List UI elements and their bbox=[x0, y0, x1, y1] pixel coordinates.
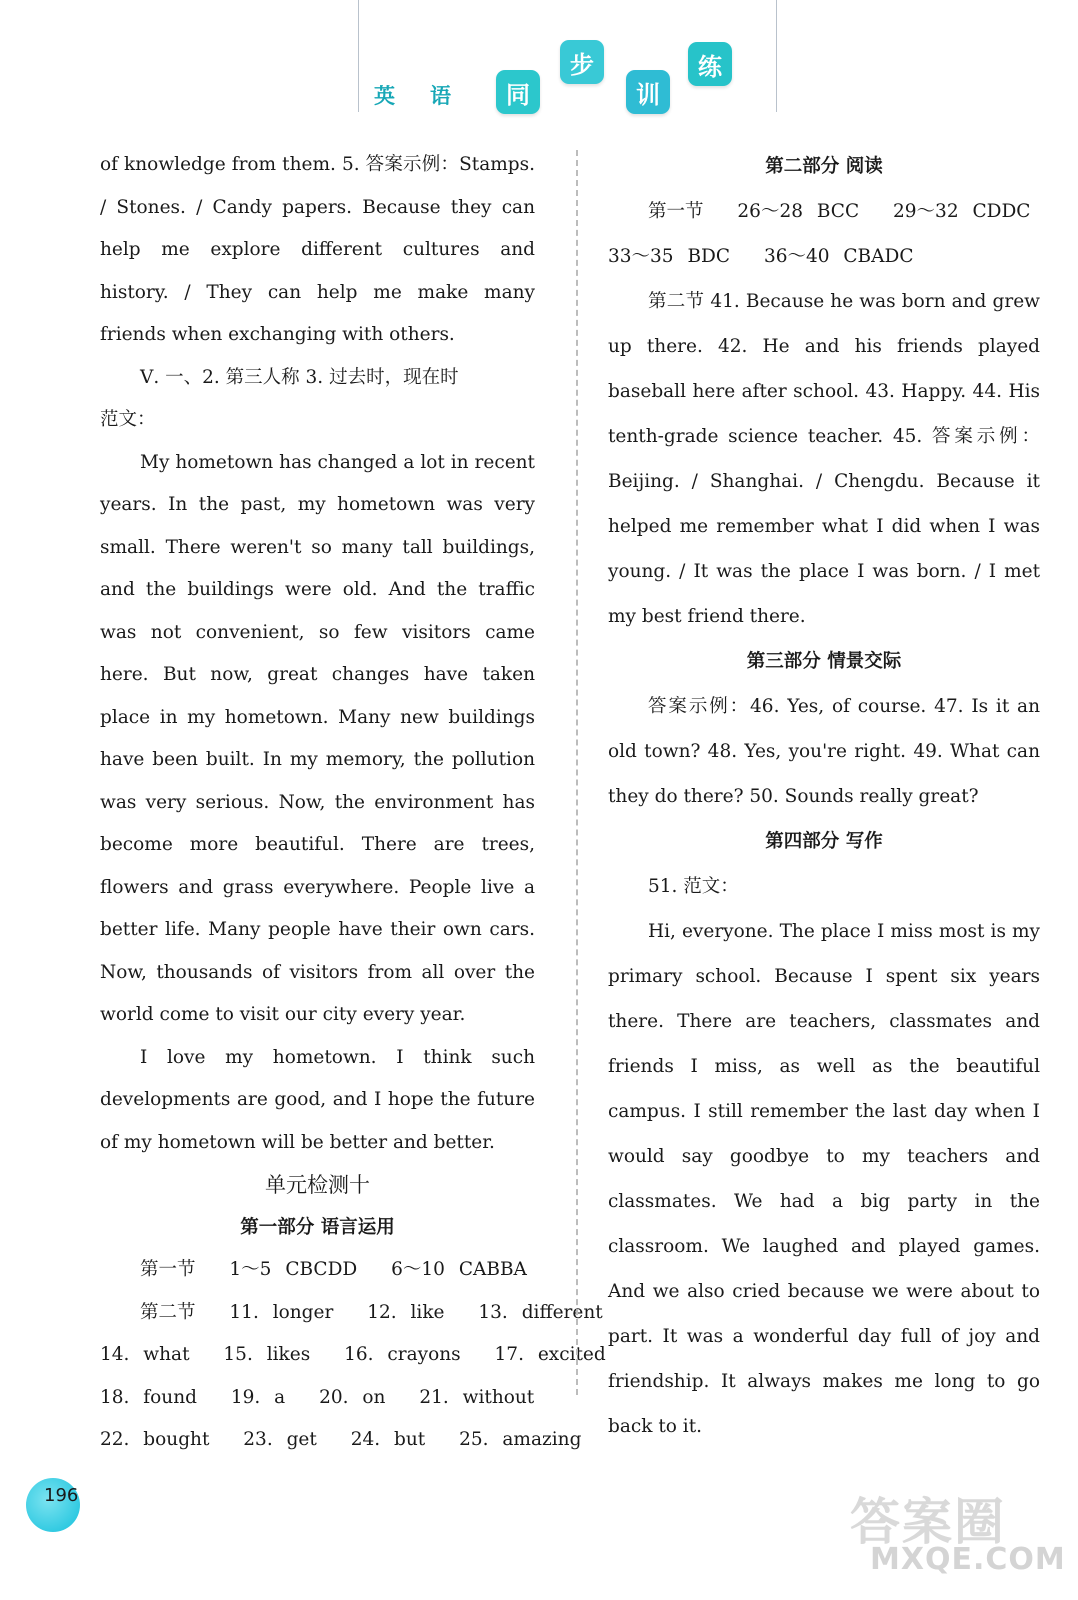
header-subject-char-1: 英 bbox=[374, 84, 395, 108]
answer-item: 24. but bbox=[350, 1429, 426, 1450]
header-rule-right bbox=[776, 0, 777, 112]
sample-essay-paragraph-1: My hometown has changed a lot in recent years. In the past, my hometown was very small. There weren't so many tall buildings, and the buildings were old. And the traffic was not convenient, so few visitors came here. But now, great changes have taken place in my hometown. Many new buildings have been built. In my memory, the pollution was very serious. Now, the environment has become more beautiful. There are trees, flowers and grass everywhere. People live a better life. Many people have their own cars. Now, thousands of visitors from all over the world come to visit our city every year. bbox=[100, 451, 535, 1025]
watermark-bottom: MXQE.COM bbox=[870, 1542, 1066, 1577]
right-column bbox=[608, 144, 1040, 1449]
answer-item: 1～5 CBCDD bbox=[229, 1259, 358, 1280]
part1-section2-line-4 bbox=[100, 1419, 582, 1462]
answer-item: 21. without bbox=[419, 1386, 535, 1408]
part2-heading: 第二部分 阅读 bbox=[765, 156, 883, 177]
header-subject-char-2: 语 bbox=[430, 84, 451, 108]
answer-item: 15. likes bbox=[223, 1344, 311, 1365]
page-number: 196 bbox=[44, 1485, 79, 1506]
sample-essay-label: 范文： bbox=[100, 409, 156, 430]
page-header bbox=[0, 0, 1078, 120]
part1-heading: 第一部分 语言运用 bbox=[240, 1216, 395, 1238]
column-divider bbox=[576, 150, 578, 1395]
section-label: 第一节 bbox=[140, 1259, 196, 1280]
section-label: 第二节 bbox=[648, 291, 705, 312]
part1-section1-line bbox=[100, 1249, 535, 1292]
answer-item: 33～35 BDC bbox=[608, 246, 731, 267]
part4-essay: Hi, everyone. The place I miss most is my primary school. Because I spent six years there. There are teachers, classmates and friends I miss, as well as the beautiful campus. I still remember the last day when I would say goodbye to my teachers and classmates. We had a big party in the classroom. We laughed and played games. And we also cried because we were about to part. It was a wonderful day full of joy and friendship. It always makes me long to go back to it. bbox=[608, 921, 1040, 1437]
header-rule-left bbox=[358, 0, 359, 112]
answer-grammar-line: Ⅴ. 一、2. 第三人称 3. 过去时，现在时 bbox=[140, 366, 459, 388]
answer-paragraph: of knowledge from them. 5. 答案示例：Stamps. / Stones. / Candy papers. Because they can help me explore different cultures and history. / They can help me make many friends when exchanging with others. bbox=[100, 154, 535, 345]
part4-heading: 第四部分 写作 bbox=[765, 831, 883, 852]
answer-item: 22. bought bbox=[100, 1429, 210, 1450]
answer-item: 18. found bbox=[100, 1386, 197, 1408]
answer-item: 29～32 CDDC bbox=[893, 201, 1031, 222]
answer-item: 19. a bbox=[230, 1386, 286, 1408]
answer-item: 36～40 CBADC bbox=[763, 246, 914, 267]
section-label: 第一节 bbox=[648, 201, 704, 222]
unit-test-title: 单元检测十 bbox=[265, 1173, 370, 1197]
header-title-char-2: 步 bbox=[560, 40, 604, 84]
answer-item: 26～28 BCC bbox=[737, 201, 860, 222]
watermark-logo bbox=[850, 1482, 1066, 1592]
answer-item: 12. like bbox=[367, 1301, 445, 1323]
left-column bbox=[100, 144, 606, 1462]
section-label: 第二节 bbox=[140, 1301, 196, 1323]
header-title-char-1: 同 bbox=[496, 70, 540, 114]
header-title-char-4: 练 bbox=[688, 42, 732, 86]
part2-section1-line-1 bbox=[608, 189, 1040, 234]
watermark-top: 答案圈 bbox=[850, 1493, 1006, 1551]
answer-item: 17. excited bbox=[494, 1344, 606, 1365]
sample-essay-paragraph-2: I love my hometown. I think such developments are good, and I hope the future of my hometown will be better and better. bbox=[100, 1046, 535, 1153]
answer-item: 23. get bbox=[243, 1429, 317, 1450]
part3-answers: 答案示例：46. Yes, of course. 47. Is it an old town? 48. Yes, you're right. 49. What can they do there? 50. Sounds really great? bbox=[608, 696, 1040, 807]
answer-text: 41. Because he was born and grew up there. 42. He and his friends played baseball here after school. 43. Happy. 44. His tenth-grade science teacher. 45. 答案示例：Beijing. / Shanghai. / Chengdu. Because it helped me remember what I did when I was young. / It was the place I was born. / I met my best friend there. bbox=[608, 291, 1040, 627]
part4-label: 51. 范文： bbox=[648, 876, 739, 897]
answer-item: 25. amazing bbox=[459, 1429, 582, 1450]
answer-item: 13. different bbox=[478, 1301, 603, 1323]
part1-section2-line-3 bbox=[100, 1377, 535, 1420]
answer-item: 11. longer bbox=[229, 1301, 334, 1323]
answer-item: 16. crayons bbox=[344, 1344, 461, 1365]
part1-section2-line-2 bbox=[100, 1334, 606, 1377]
part1-section2-line-1 bbox=[100, 1292, 603, 1335]
answer-item: 14. what bbox=[100, 1344, 190, 1365]
header-title-char-3: 训 bbox=[626, 70, 670, 114]
answer-item: 6～10 CABBA bbox=[391, 1259, 527, 1280]
part2-section2-answers bbox=[608, 279, 1040, 639]
part3-heading: 第三部分 情景交际 bbox=[746, 651, 902, 672]
part2-section1-line-2 bbox=[608, 234, 1040, 279]
answer-item: 20. on bbox=[319, 1386, 386, 1408]
